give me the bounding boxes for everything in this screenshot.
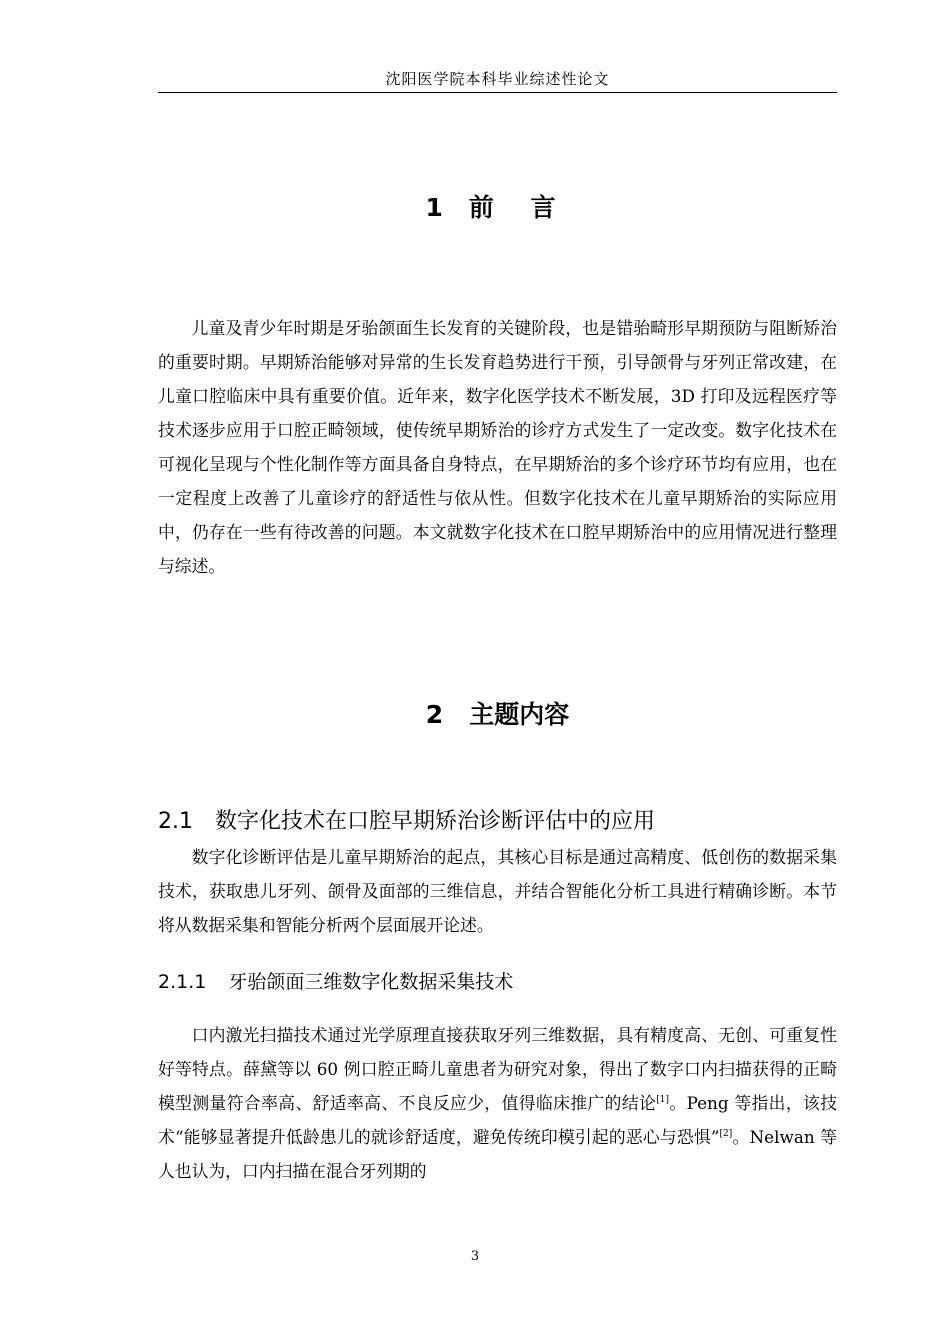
section-number: 2 <box>425 700 444 729</box>
subsubsection-heading-2-1-1 <box>158 968 837 996</box>
section-heading-main-content <box>158 699 837 731</box>
subsubsection-paragraph-2-1-1 <box>158 1018 837 1188</box>
subsubsection-title: 牙骀颌面三维数字化数据采集技术 <box>228 971 514 993</box>
section-number: 1 <box>425 193 443 222</box>
subsection-heading-2-1 <box>158 807 837 837</box>
section-title: 主题内容 <box>469 700 570 729</box>
citation-2: [2] <box>719 1129 733 1139</box>
section-heading-introduction <box>158 192 837 224</box>
paragraph-text: 。Peng 等指出，该技术“能够显著提升低龄患儿的就诊舒适度，避免传统印模引起的恶心与恐惧” <box>158 1093 837 1147</box>
paragraph-text: 。Nelwan 等人也认为，口内扫描在混合牙列期的 <box>158 1127 837 1181</box>
subsection-paragraph-2-1: 数字化诊断评估是儿童早期矫治的起点，其核心目标是通过高精度、低创伤的数据采集技术，获取患儿牙列、颌骨及面部的三维信息，并结合智能化分析工具进行精确诊断。本节将从数据采集和智能分析两个层面展开论述。 <box>158 847 837 935</box>
subsection-title: 数字化技术在口腔早期矫治诊断评估中的应用 <box>215 809 656 834</box>
subsection-number: 2.1 <box>158 809 193 834</box>
running-header: 沈阳医学院本科毕业综述性论文 <box>158 66 837 93</box>
section-title: 前 言 <box>468 193 570 222</box>
paragraph-text: 口内激光扫描技术通过光学原理直接获取牙列三维数据，具有精度高、无创、可重复性好等特点。薛黛等以 60 例口腔正畸儿童患者为研究对象，得出了数字口内扫描获得的正畸模型测量符合率高、舒适率高、不良反应少，值得临床推广的结论 <box>158 1025 837 1113</box>
citation-1: [1] <box>656 1095 669 1105</box>
intro-paragraph: 儿童及青少年时期是牙骀颌面生长发育的关键阶段，也是错骀畸形早期预防与阻断矫治的重要时期。早期矫治能够对异常的生长发育趋势进行干预，引导颌骨与牙列正常改建，在儿童口腔临床中具有重要价值。近年来，数字化医学技术不断发展，3D 打印及远程医疗等技术逐步应用于口腔正畸领域，使传统早期矫治的诊疗方式发生了一定改变。数字化技术在可视化呈现与个性化制作等方面具备自身特点，在早期矫治的多个诊疗环节均有应用，也在一定程度上改善了儿童诊疗的舒适性与依从性。但数字化技术在儿童早期矫治的实际应用中，仍存在一些有待改善的问题。本文就数字化技术在口腔早期矫治中的应用情况进行整理与综述。 <box>158 318 837 576</box>
page-number: 3 <box>470 1249 480 1264</box>
subsubsection-number: 2.1.1 <box>158 971 207 993</box>
